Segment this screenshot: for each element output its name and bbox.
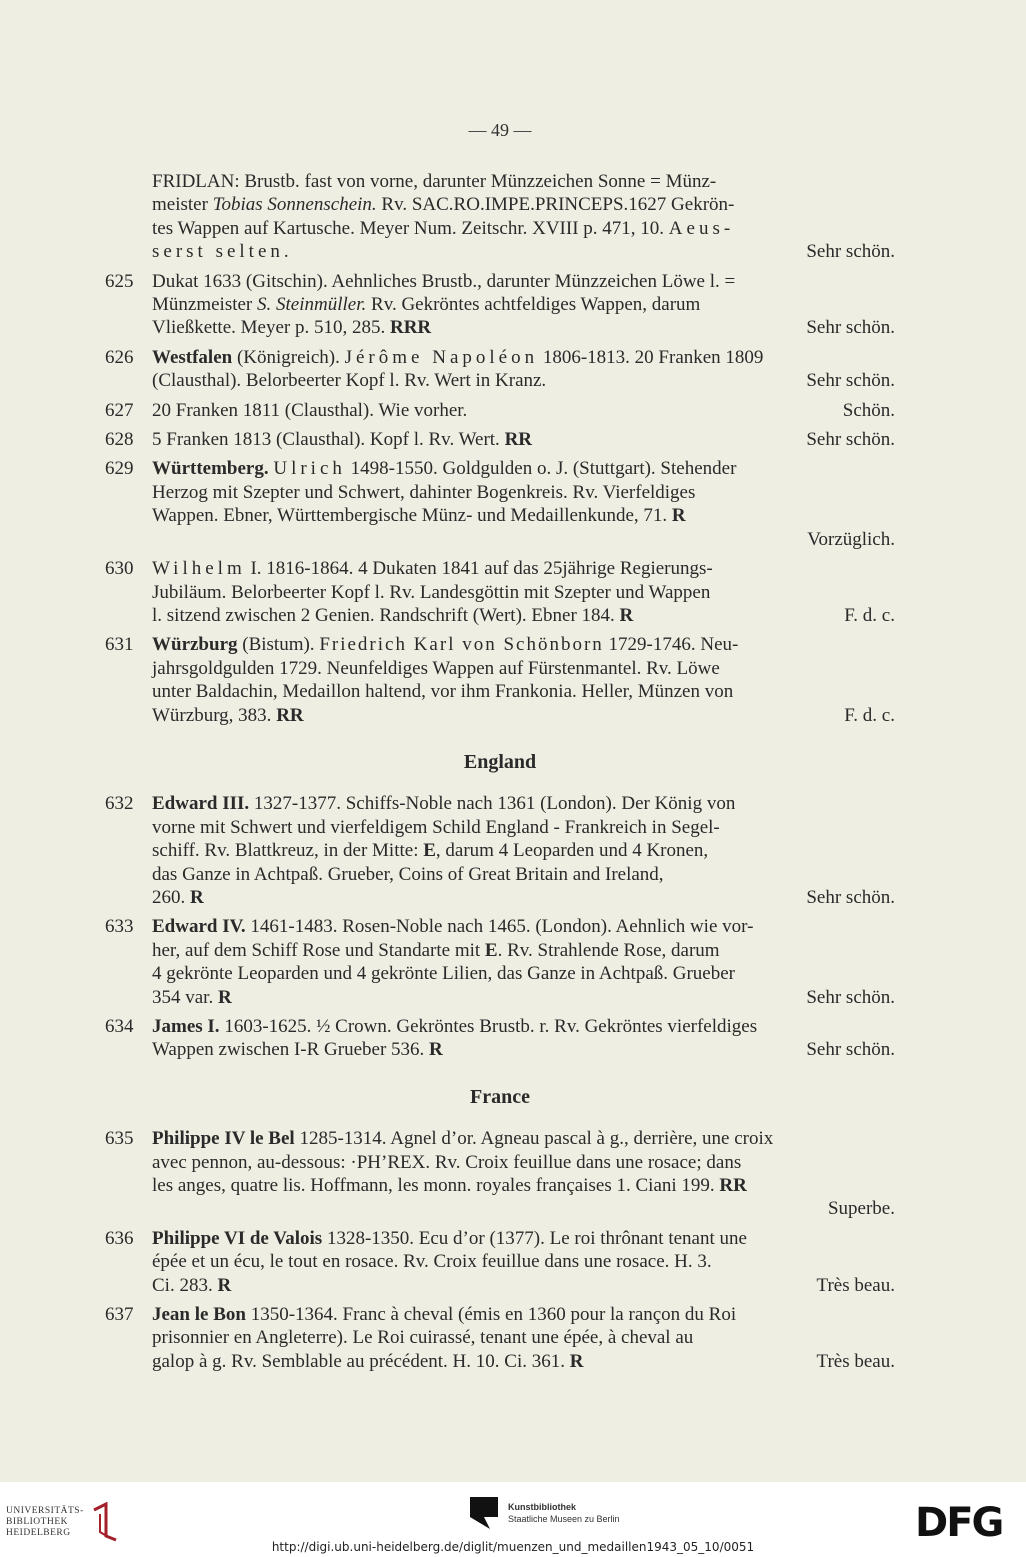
line-text: 5 Franken 1813 (Clausthal). Kopf l. Rv. Wert. RR — [152, 429, 533, 451]
entry-line — [152, 886, 895, 909]
entry-text — [152, 170, 895, 264]
entry-line — [152, 428, 895, 451]
section-heading-france: France — [470, 1085, 530, 1108]
line-text: her, auf dem Schiff Rose und Standarte mit E. Rv. Strahlende Rose, darum — [152, 939, 720, 961]
line-text: 4 gekrönte Leoparden und 4 gekrönte Lilien, das Ganze in Achtpaß. Grueber — [152, 963, 735, 985]
entry-text — [152, 1015, 895, 1062]
entry-line — [152, 1197, 895, 1220]
section-heading-england: England — [463, 750, 537, 773]
entry-number — [105, 170, 152, 264]
line-text: 260. R — [152, 886, 204, 908]
entry-number: 626 — [105, 346, 134, 368]
entry-line — [152, 270, 895, 293]
grade-label: Vorzüglich. — [807, 528, 895, 550]
entry-line — [152, 1274, 895, 1297]
line-text: Wappen. Ebner, Württembergische Münz- und Medaillenkunde, 71. R — [152, 505, 686, 527]
catalog-content — [105, 170, 895, 1379]
entry-line — [152, 1227, 895, 1250]
entry-line — [152, 217, 895, 240]
entry-text — [152, 428, 895, 451]
entry-line — [152, 1127, 895, 1150]
grade-label: Sehr schön. — [806, 986, 895, 1008]
line-text: prisonnier en Angleterre). Le Roi cuirassé, tenant une épée, à cheval au — [152, 1327, 694, 1349]
entry-line — [152, 1326, 895, 1349]
line-text: Edward III. 1327-1377. Schiffs-Noble nach 1361 (London). Der König von — [152, 793, 736, 815]
line-text: Edward IV. 1461-1483. Rosen-Noble nach 1465. (London). Aehnlich wie vor- — [152, 916, 754, 938]
entry-line — [152, 504, 895, 527]
entry-line — [152, 939, 895, 962]
entry-line — [152, 399, 895, 422]
line-text: Jubiläum. Belorbeerter Kopf l. Rv. Landesgöttin mit Szepter und Wappen — [152, 581, 711, 603]
entry-line — [152, 792, 895, 815]
line-text: schiff. Rv. Blattkreuz, in der Mitte: E, darum 4 Leoparden und 4 Kronen, — [152, 840, 709, 862]
entry-line — [152, 240, 895, 263]
line-text: vorne mit Schwert und vierfeldigem Schild England - Frankreich in Segel- — [152, 816, 720, 838]
line-text: Dukat 1633 (Gitschin). Aehnliches Brustb., darunter Münzzeichen Löwe l. = — [152, 270, 736, 292]
entry-line — [152, 915, 895, 938]
line-text: les anges, quatre lis. Hoffmann, les monn. royales françaises 1. Ciani 199. RR — [152, 1175, 747, 1197]
line-text: Philippe VI de Valois 1328-1350. Ecu d’or (1377). Le roi thrônant tenant une — [152, 1227, 747, 1249]
entry-number: 635 — [105, 1128, 134, 1150]
entry-text — [152, 1227, 895, 1297]
grade-label: Sehr schön. — [806, 370, 895, 392]
catalog-entry — [105, 915, 895, 1009]
dfg-logo[interactable]: DFG — [915, 1500, 1003, 1546]
entry-text — [152, 346, 895, 393]
line-text: Würzburg, 383. RR — [152, 704, 304, 726]
catalog-entry — [105, 1015, 895, 1062]
entry-number: 631 — [105, 634, 134, 656]
entry-text — [152, 1127, 895, 1221]
line-text: Württemberg. Ulrich 1498-1550. Goldgulden o. J. (Stuttgart). Stehender — [152, 458, 737, 480]
entry-line — [152, 604, 895, 627]
entry-text — [152, 792, 895, 909]
entry-line — [152, 346, 895, 369]
grade-label: Très beau. — [816, 1274, 895, 1296]
line-text: Vließkette. Meyer p. 510, 285. RRR — [152, 317, 432, 339]
entry-line — [152, 193, 895, 216]
line-text: Münzmeister S. Steinmüller. Rv. Gekröntes achtfeldiges Wappen, darum — [152, 294, 701, 316]
line-text: (Clausthal). Belorbeerter Kopf l. Rv. Wert in Kranz. — [152, 370, 547, 392]
catalog-entry — [105, 399, 895, 422]
entry-number: 629 — [105, 458, 134, 480]
entry-number: 632 — [105, 793, 134, 815]
page-number: — 49 — — [468, 120, 532, 140]
entry-line — [152, 316, 895, 339]
kb-line-2: Staatliche Museen zu Berlin — [508, 1514, 620, 1524]
entry-number: 627 — [105, 399, 134, 421]
entry-line — [152, 481, 895, 504]
entry-line — [152, 170, 895, 193]
entry-line — [152, 457, 895, 480]
library-emblem-icon — [88, 1502, 122, 1542]
grade-label: Schön. — [842, 399, 895, 421]
line-text: Wappen zwischen I-R Grueber 536. R — [152, 1039, 443, 1061]
entry-line — [152, 557, 895, 580]
line-text: Würzburg (Bistum). Friedrich Karl von Schönborn 1729-1746. Neu- — [152, 634, 739, 656]
entry-line — [152, 1350, 895, 1373]
kb-line-1: Kunstbibliothek — [508, 1502, 576, 1512]
entries-france — [105, 1127, 895, 1373]
line-text: James I. 1603-1625. ½ Crown. Gekröntes Brustb. r. Rv. Gekröntes vierfeldiges — [152, 1016, 758, 1037]
grade-label: Sehr schön. — [806, 317, 895, 339]
grade-label: Très beau. — [816, 1350, 895, 1372]
entry-line — [152, 528, 895, 551]
line-text: tes Wappen auf Kartusche. Meyer Num. Zeitschr. XVIII p. 471, 10. Aeus- — [152, 217, 735, 239]
catalog-entry — [105, 1303, 895, 1373]
grade-label: Sehr schön. — [806, 1039, 895, 1061]
catalog-entry — [105, 557, 895, 627]
catalog-entry — [105, 1227, 895, 1297]
entry-line — [152, 633, 895, 656]
line-text: serst selten. — [152, 241, 293, 263]
entries-england — [105, 792, 895, 1061]
entry-text — [152, 557, 895, 627]
entry-number: 625 — [105, 270, 134, 292]
entry-line — [152, 816, 895, 839]
uni-line-1: UNIVERSITÄTS- — [6, 1505, 84, 1516]
page-url[interactable]: http://digi.ub.uni-heidelberg.de/diglit/muenzen_und_medaillen1943_05_10/0051 — [271, 1540, 755, 1554]
entry-text — [152, 1303, 895, 1373]
line-text: meister Tobias Sonnenschein. Rv. SAC.RO.IMPE.PRINCEPS.1627 Gekrön- — [152, 194, 735, 216]
entry-line — [152, 863, 895, 886]
line-text: Philippe IV le Bel 1285-1314. Agnel d’or. Agneau pascal à g., derrière, une croix — [152, 1128, 774, 1150]
entry-number: 630 — [105, 558, 134, 580]
catalog-entry — [105, 170, 895, 264]
line-text: FRIDLAN: Brustb. fast von vorne, darunter Münzzeichen Sonne = Münz- — [152, 171, 717, 192]
entry-line — [152, 1151, 895, 1174]
catalog-entry — [105, 428, 895, 451]
footer-bar — [0, 1482, 1026, 1557]
line-text: unter Baldachin, Medaillon haltend, vor ihm Frankonia. Heller, Münzen von — [152, 681, 734, 703]
kunstbibliothek-emblem-icon — [470, 1497, 498, 1529]
grade-label: Sehr schön. — [806, 429, 895, 451]
entry-line — [152, 657, 895, 680]
line-text: Jean le Bon 1350-1364. Franc à cheval (émis en 1360 pour la rançon du Roi — [152, 1304, 737, 1326]
entry-text — [152, 270, 895, 340]
catalog-entry — [105, 633, 895, 727]
grade-label: Sehr schön. — [806, 886, 895, 908]
entry-number: 636 — [105, 1227, 134, 1249]
entry-text — [152, 633, 895, 727]
entry-line — [152, 293, 895, 316]
entry-line — [152, 1038, 895, 1061]
line-text: Herzog mit Szepter und Schwert, dahinter Bogenkreis. Rv. Vierfeldiges — [152, 481, 696, 503]
grade-label: Sehr schön. — [806, 241, 895, 263]
kunstbibliothek-logo[interactable] — [470, 1497, 620, 1529]
line-text: Ci. 283. R — [152, 1274, 232, 1296]
entry-number: 637 — [105, 1304, 134, 1326]
catalog-entry — [105, 457, 895, 551]
uni-line-2: BIBLIOTHEK — [6, 1516, 68, 1527]
line-text: 354 var. R — [152, 986, 232, 1008]
grade-label: F. d. c. — [844, 604, 895, 626]
line-text: jahrsgoldgulden 1729. Neunfeldiges Wappen auf Fürstenmantel. Rv. Löwe — [152, 657, 720, 679]
entry-line — [152, 839, 895, 862]
entry-line — [152, 369, 895, 392]
catalog-entry — [105, 346, 895, 393]
line-text: 20 Franken 1811 (Clausthal). Wie vorher. — [152, 399, 468, 421]
entries-germany — [105, 170, 895, 727]
university-library-logo[interactable] — [6, 1502, 122, 1542]
line-text: galop à g. Rv. Semblable au précédent. H. 10. Ci. 361. R — [152, 1350, 584, 1372]
entry-line — [152, 1303, 895, 1326]
uni-line-3: HEIDELBERG — [6, 1527, 71, 1538]
entry-text — [152, 399, 895, 422]
entry-line — [152, 986, 895, 1009]
line-text: das Ganze in Achtpaß. Grueber, Coins of Great Britain and Ireland, — [152, 863, 664, 885]
line-text: l. sitzend zwischen 2 Genien. Randschrift (Wert). Ebner 184. R — [152, 604, 634, 626]
entry-line — [152, 1250, 895, 1273]
entry-number: 634 — [105, 1016, 134, 1037]
entry-line — [152, 962, 895, 985]
entry-line — [152, 680, 895, 703]
grade-label: Superbe. — [827, 1198, 895, 1220]
line-text: avec pennon, au-dessous: ·PH’REX. Rv. Croix feuillue dans une rosace; dans — [152, 1151, 742, 1173]
catalog-entry — [105, 270, 895, 340]
line-text: épée et un écu, le tout en rosace. Rv. Croix feuillue dans une rosace. H. 3. — [152, 1251, 712, 1273]
entry-line — [152, 1174, 895, 1197]
catalog-entry — [105, 1127, 895, 1221]
grade-label: F. d. c. — [844, 704, 895, 726]
entry-number: 633 — [105, 916, 134, 938]
entry-text — [152, 457, 895, 551]
entry-line — [152, 581, 895, 604]
entry-line — [152, 1015, 895, 1038]
line-text: Wilhelm I. 1816-1864. 4 Dukaten 1841 auf das 25jährige Regierungs- — [152, 558, 713, 580]
entry-text — [152, 915, 895, 1009]
line-text: Westfalen (Königreich). Jérôme Napoléon 1806-1813. 20 Franken 1809 — [152, 346, 764, 368]
entry-number: 628 — [105, 429, 134, 451]
catalog-entry — [105, 792, 895, 909]
entry-line — [152, 704, 895, 727]
